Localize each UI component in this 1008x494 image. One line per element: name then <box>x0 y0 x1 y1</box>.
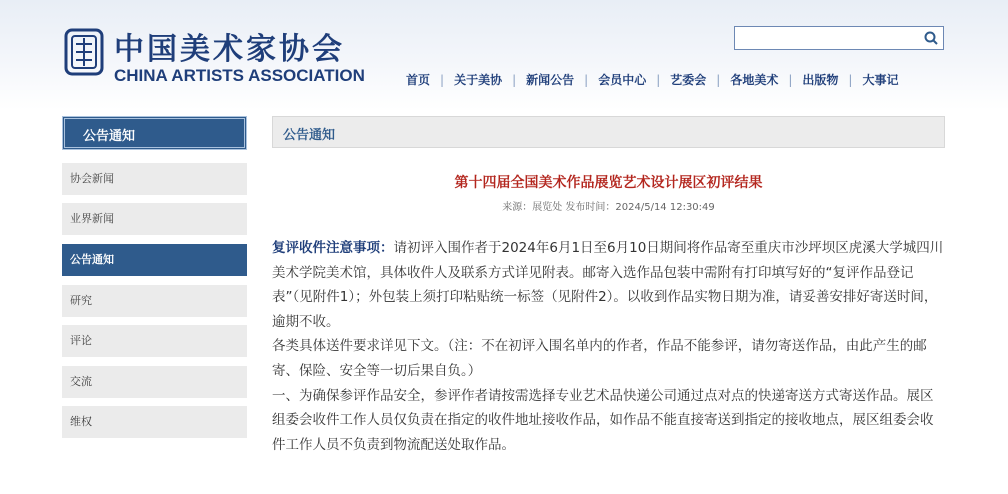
sidebar-title <box>62 116 247 150</box>
sidebar-item-research[interactable]: 研究 <box>62 285 247 317</box>
nav-item-home[interactable]: 首页 <box>406 73 431 87</box>
article-paragraph: 一、为确保参评作品安全，参评作者请按需选择专业艺术品快递公司通过点对点的快递寄送方式寄送作品。展区组委会收件工作人员仅负责在指定的收件地址接收作品，如作品不能直接寄送到指定的接收地点，展区组委会收件工作人员不负责到物流配送处取作品。 <box>272 387 934 453</box>
search-input[interactable] <box>735 27 927 49</box>
sidebar-item-exchange[interactable]: 交流 <box>62 366 247 398</box>
nav-item-news[interactable]: 新闻公告 <box>526 73 575 87</box>
article-lead: 复评收件注意事项： <box>272 240 394 256</box>
nav-divider: | <box>848 73 853 87</box>
article-meta: 来源：展览处 发布时间：2024/5/14 12:30:49 <box>502 202 715 213</box>
nav-divider: | <box>716 73 721 87</box>
article-body <box>272 236 945 457</box>
nav-item-about[interactable]: 关于美协 <box>454 73 503 87</box>
nav-item-events[interactable]: 大事记 <box>862 73 899 87</box>
article-title: 第十四届全国美术作品展览艺术设计展区初评结果 <box>454 175 763 191</box>
logo-english-name: CHINA ARTISTS ASSOCIATION <box>114 66 365 85</box>
nav-divider: | <box>584 73 589 87</box>
search-icon[interactable] <box>923 30 939 46</box>
nav-divider: | <box>440 73 445 87</box>
sidebar-item-commentary[interactable]: 评论 <box>62 325 247 357</box>
nav-item-art-committee[interactable]: 艺委会 <box>670 73 707 87</box>
nav-item-publications[interactable]: 出版物 <box>802 73 839 87</box>
sidebar-item-association-news[interactable]: 协会新闻 <box>62 163 247 195</box>
nav-divider: | <box>788 73 793 87</box>
sidebar-title-text: 公告通知 <box>83 129 136 144</box>
association-emblem-icon <box>62 24 106 80</box>
main-navigation <box>396 71 908 89</box>
panel-title: 公告通知 <box>283 128 336 143</box>
logo-chinese-name: 中国美术家协会 <box>114 32 345 67</box>
nav-item-members[interactable]: 会员中心 <box>598 73 647 87</box>
nav-divider: | <box>656 73 661 87</box>
sidebar-item-rights[interactable]: 维权 <box>62 406 247 438</box>
nav-divider: | <box>512 73 517 87</box>
content-panel-header <box>272 116 945 148</box>
search-box <box>734 26 944 50</box>
nav-item-regional-art[interactable]: 各地美术 <box>730 73 779 87</box>
sidebar-item-industry-news[interactable]: 业界新闻 <box>62 203 247 235</box>
article-paragraph-text: 请初评入围作者于2024年6月1日至6月10日期间将作品寄至重庆市沙坪坝区虎溪大学城四川美术学院美术馆，具体收件人及联系方式详见附表。邮寄入选作品包装中需附有打印填写好的“复评作品登记表”（见附件1）；外包装上须打印粘贴统一标签（见附件2）。以收到作品实物日期为准，请妥善安排好寄送时间，逾期不收。 <box>272 240 944 330</box>
article-paragraph: 各类具体送件要求详见下文。（注：不在初评入围名单内的作者，作品不能参评，请勿寄送作品，由此产生的邮寄、保险、安全等一切后果自负。） <box>272 338 927 379</box>
sidebar-item-announcements[interactable]: 公告通知 <box>62 244 247 276</box>
article-paragraph <box>272 236 945 334</box>
site-logo[interactable] <box>62 20 382 90</box>
